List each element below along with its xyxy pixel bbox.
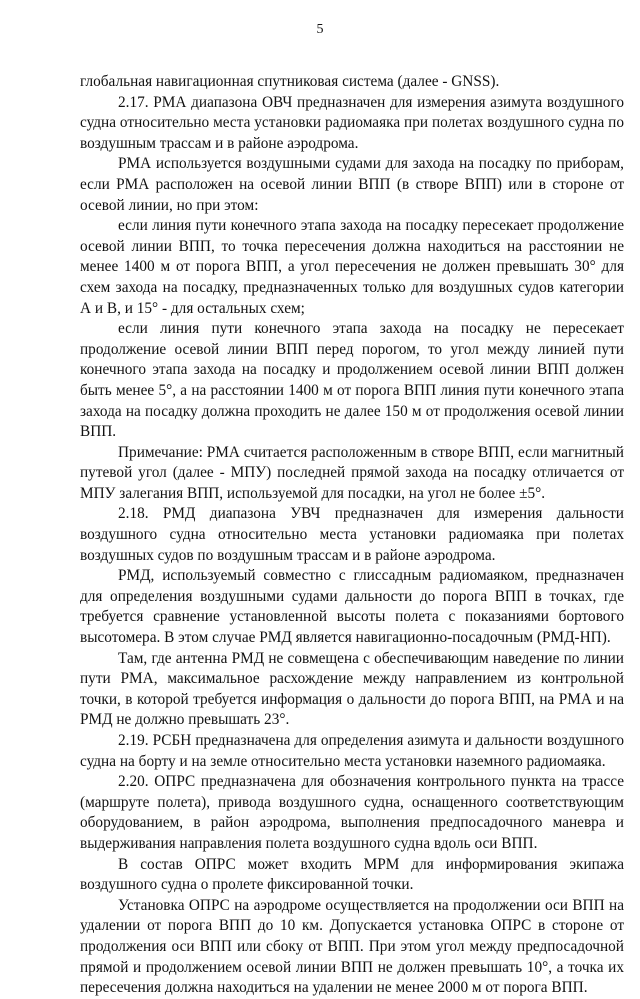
paragraph: Там, где антенна РМД не совмещена с обеспечивающим наведение по линии пути РМА, максимальное расхождение между направлением из контрольной точки, в которой требуется информация о дальности до порога ВПП, на РМА и на РМД не должно превышать 23°.	[80, 649, 624, 729]
paragraph: если линия пути конечного этапа захода на посадку не пересекает продолжение осевой линии ВПП перед порогом, то угол между линией пути конечного этапа захода на посадку и продолжением осевой линии ВПП должен быть менее 5°, а на расстоянии 1400 м от порога ВПП линия пути конечного этапа захода на посадку должна проходить не далее 150 м от продолжения осевой линии ВПП.	[80, 320, 624, 441]
paragraph: 2.17. РМА диапазона ОВЧ предназначен для измерения азимута воздушного судна относительно места установки радиомаяка при полетах воздушного судна по воздушным трассам и в районе аэродрома.	[80, 93, 624, 152]
paragraph: В состав ОПРС может входить МРМ для информирования экипажа воздушного судна о пролете фиксированной точки.	[80, 855, 624, 894]
paragraph: РМД, используемый совместно с глиссадным радиомаяком, предназначен для определения воздушными судами дальности до порога ВПП в точках, где требуется сравнение установленной высоты полета с показаниями бортового высотомера. В этом случае РМД является навигационно-посадочным (РМД-НП).	[80, 567, 624, 647]
paragraph: 2.20. ОПРС предназначена для обозначения контрольного пункта на трассе (маршруте полета), привода воздушного судна, оснащенного соответствующим оборудованием, в район аэродрома, выполнения предпосадочного маневра и выдерживания направления полета воздушного судна вдоль оси ВПП.	[80, 773, 624, 852]
paragraph: РМА используется воздушными судами для захода на посадку по приборам, если РМА расположен на осевой линии ВПП (в створе ВПП) или в стороне от осевой линии, но при этом:	[80, 155, 624, 214]
paragraph: Установка ОПРС на аэродроме осуществляется на продолжении оси ВПП на удалении от порога ВПП до 10 км. Допускается установка ОПРС в стороне от продолжения оси ВПП или сбоку от ВПП. При этом угол между предпосадочной прямой и продолжением осевой линии ВПП не должен превышать 10°, а точка их пересечения должна находиться на удалении не менее 2000 м от порога ВПП.	[80, 896, 624, 997]
paragraph: 2.18. РМД диапазона УВЧ предназначен для измерения дальности воздушного судна относительно места установки радиомаяка при полетах воздушных судов по воздушным трассам и в районе аэродрома.	[80, 505, 624, 564]
paragraph: глобальная навигационная спутниковая система (далее - GNSS).	[80, 73, 500, 90]
page-number: 5	[316, 22, 324, 37]
paragraph: если линия пути конечного этапа захода на посадку пересекает продолжение осевой линии ВПП, то точка пересечения должна находиться на расстоянии не менее 1400 м от порога ВПП, а угол пересечения не должен превышать 30° для схем захода на посадку, предназначенных только для воздушных судов категории А и В, и 15° - для остальных схем;	[80, 217, 624, 317]
paragraph: 2.19. РСБН предназначена для определения азимута и дальности воздушного судна на борту и на земле относительно места установки наземного радиомаяка.	[80, 732, 624, 770]
document-body	[80, 72, 624, 999]
paragraph: Примечание: РМА считается расположенным в створе ВПП, если магнитный путевой угол (далее - МПУ) последней прямой захода на посадку отличается от МПУ залегания ВПП, используемой для посадки, на угол не более ±5°.	[80, 443, 624, 502]
